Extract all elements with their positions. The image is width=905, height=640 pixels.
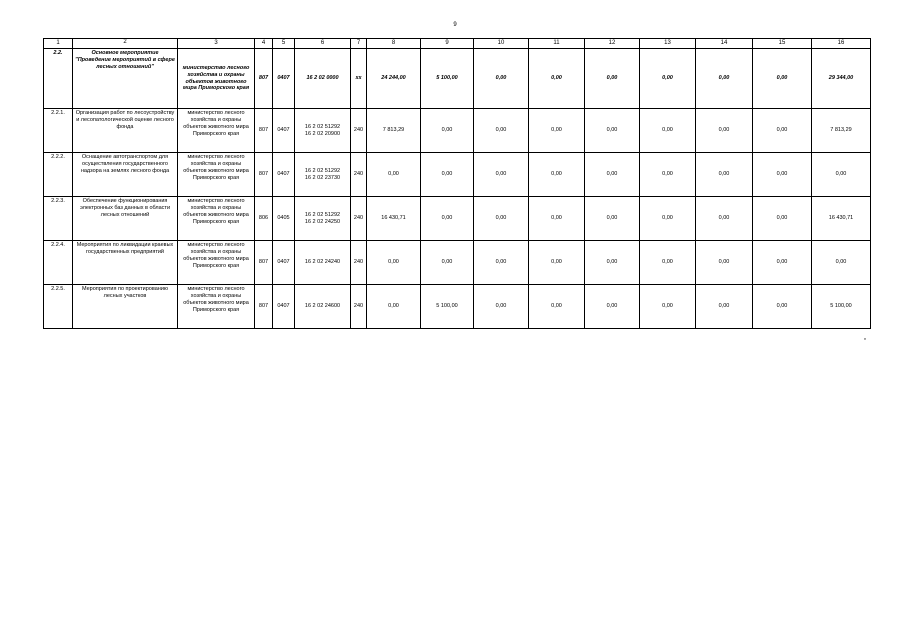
- header-cell: 10: [474, 39, 529, 49]
- target-article-code: 16 2 02 20900: [304, 130, 341, 137]
- value-cell: 0,00: [421, 197, 474, 241]
- executor: министерство лесного хозяйства и охраны объектов животного мира Приморского края: [178, 49, 255, 109]
- expense-type: 240: [351, 109, 367, 153]
- row-number: 2.2.5.: [44, 285, 73, 329]
- value-cell: 0,00: [696, 285, 753, 329]
- value-cell: 0,00: [529, 241, 585, 285]
- value-cell: 0,00: [640, 49, 696, 109]
- target-article-code: 16 2 02 23730: [304, 174, 341, 181]
- value-cell: 0,00: [696, 109, 753, 153]
- value-cell: 0,00: [529, 153, 585, 197]
- header-cell: 11: [529, 39, 585, 49]
- expense-type: 240: [351, 285, 367, 329]
- value-cell: 0,00: [753, 49, 812, 109]
- value-cell: 7 813,29: [367, 109, 421, 153]
- value-cell: 0,00: [585, 285, 640, 329]
- header-cell: 13: [640, 39, 696, 49]
- value-cell: 0,00: [474, 153, 529, 197]
- activity-name: Оснащение автотранспортом для осуществления государственного надзора на землях лесного фонда: [73, 153, 178, 197]
- target-article: [295, 241, 351, 285]
- section-code: 0407: [273, 285, 295, 329]
- value-cell: 0,00: [753, 109, 812, 153]
- target-article: [295, 109, 351, 153]
- target-article-code: 16 2 02 24600: [304, 303, 341, 310]
- value-cell: 0,00: [753, 197, 812, 241]
- section-code: 0407: [273, 49, 295, 109]
- header-cell: 7: [351, 39, 367, 49]
- value-cell: 0,00: [367, 241, 421, 285]
- row-number: 2.2.: [44, 49, 73, 109]
- executor: министерство лесного хозяйства и охраны объектов животного мира Приморского края: [178, 153, 255, 197]
- total-cell: 29 344,00: [812, 49, 871, 109]
- row-number: 2.2.1.: [44, 109, 73, 153]
- target-article-code: 16 2 02 24240: [304, 259, 341, 266]
- value-cell: 0,00: [753, 285, 812, 329]
- section-code: 0405: [273, 197, 295, 241]
- target-article-code: 16 2 02 51292: [304, 123, 341, 130]
- value-cell: 0,00: [421, 109, 474, 153]
- expense-type: хх: [351, 49, 367, 109]
- activity-name: Мероприятия по проектированию лесных участков: [73, 285, 178, 329]
- value-cell: 0,00: [696, 197, 753, 241]
- value-cell: 0,00: [585, 153, 640, 197]
- header-cell: 16: [812, 39, 871, 49]
- value-cell: 0,00: [585, 49, 640, 109]
- target-article: [295, 49, 351, 109]
- executor: министерство лесного хозяйства и охраны объектов животного мира Приморского края: [178, 109, 255, 153]
- value-cell: 0,00: [753, 241, 812, 285]
- activity-name: Основное мероприятие "Проведение мероприятий в сфере лесных отношений": [73, 49, 178, 109]
- ministry-code: 806: [255, 197, 273, 241]
- total-cell: 16 430,71: [812, 197, 871, 241]
- row-number: 2.2.3.: [44, 197, 73, 241]
- value-cell: 5 100,00: [421, 285, 474, 329]
- table-row: [44, 285, 871, 329]
- header-cell: 9: [421, 39, 474, 49]
- value-cell: 0,00: [640, 153, 696, 197]
- value-cell: 0,00: [529, 197, 585, 241]
- value-cell: 0,00: [585, 197, 640, 241]
- value-cell: 0,00: [367, 153, 421, 197]
- value-cell: 0,00: [753, 153, 812, 197]
- value-cell: 0,00: [367, 285, 421, 329]
- ministry-code: 807: [255, 49, 273, 109]
- value-cell: 0,00: [585, 241, 640, 285]
- value-cell: 0,00: [529, 49, 585, 109]
- row-number: 2.2.4.: [44, 241, 73, 285]
- target-article: [295, 285, 351, 329]
- header-cell: 1: [44, 39, 73, 49]
- value-cell: 0,00: [421, 241, 474, 285]
- header-cell: 8: [367, 39, 421, 49]
- value-cell: 0,00: [640, 241, 696, 285]
- header-cell: 4: [255, 39, 273, 49]
- table-row: [44, 197, 871, 241]
- activity-name: Обеспечение функционирования электронных баз данных в области лесных отношений: [73, 197, 178, 241]
- ministry-code: 807: [255, 153, 273, 197]
- value-cell: 0,00: [529, 109, 585, 153]
- header-row: [44, 39, 871, 49]
- header-cell: 15: [753, 39, 812, 49]
- target-article-code: 16 2 02 51292: [304, 211, 341, 218]
- total-cell: 0,00: [812, 241, 871, 285]
- section-code: 0407: [273, 109, 295, 153]
- total-cell: 5 100,00: [812, 285, 871, 329]
- target-article-code: 16 2 02 24250: [304, 218, 341, 225]
- executor: министерство лесного хозяйства и охраны объектов животного мира Приморского края: [178, 197, 255, 241]
- section-code: 0407: [273, 153, 295, 197]
- value-cell: 0,00: [529, 285, 585, 329]
- value-cell: 0,00: [640, 285, 696, 329]
- value-cell: 0,00: [640, 109, 696, 153]
- ministry-code: 807: [255, 285, 273, 329]
- value-cell: 5 100,00: [421, 49, 474, 109]
- activity-name: Организация работ по лесоустройству и лесопатологической оценке лесного фонда: [73, 109, 178, 153]
- value-cell: 0,00: [696, 153, 753, 197]
- value-cell: 24 244,00: [367, 49, 421, 109]
- ministry-code: 807: [255, 241, 273, 285]
- section-code: 0407: [273, 241, 295, 285]
- value-cell: 0,00: [474, 109, 529, 153]
- table-row: [44, 153, 871, 197]
- total-cell: 7 813,29: [812, 109, 871, 153]
- expense-type: 240: [351, 197, 367, 241]
- activity-name: Мероприятия по ликвидации краевых государственных предприятий: [73, 241, 178, 285]
- header-cell: 6: [295, 39, 351, 49]
- value-cell: 0,00: [696, 241, 753, 285]
- table-row-main: [44, 49, 871, 109]
- value-cell: 0,00: [474, 197, 529, 241]
- corner-mark: *: [864, 338, 866, 344]
- value-cell: 0,00: [585, 109, 640, 153]
- value-cell: 0,00: [696, 49, 753, 109]
- target-article-code: 16 2 02 0000: [306, 75, 339, 82]
- target-article-code: 16 2 02 51292: [304, 167, 341, 174]
- header-cell: 14: [696, 39, 753, 49]
- value-cell: 0,00: [640, 197, 696, 241]
- header-cell: 12: [585, 39, 640, 49]
- header-cell: 2: [73, 39, 178, 49]
- budget-table: [43, 38, 871, 329]
- value-cell: 0,00: [421, 153, 474, 197]
- total-cell: 0,00: [812, 153, 871, 197]
- target-article: [295, 153, 351, 197]
- row-number: 2.2.2.: [44, 153, 73, 197]
- value-cell: 16 430,71: [367, 197, 421, 241]
- value-cell: 0,00: [474, 49, 529, 109]
- table-row: [44, 109, 871, 153]
- executor: министерство лесного хозяйства и охраны объектов животного мира Приморского края: [178, 241, 255, 285]
- target-article: [295, 197, 351, 241]
- header-cell: 3: [178, 39, 255, 49]
- ministry-code: 807: [255, 109, 273, 153]
- value-cell: 0,00: [474, 241, 529, 285]
- executor: министерство лесного хозяйства и охраны объектов животного мира Приморского края: [178, 285, 255, 329]
- page-number: 9: [453, 22, 457, 28]
- expense-type: 240: [351, 241, 367, 285]
- table-row: [44, 241, 871, 285]
- value-cell: 0,00: [474, 285, 529, 329]
- header-cell: 5: [273, 39, 295, 49]
- expense-type: 240: [351, 153, 367, 197]
